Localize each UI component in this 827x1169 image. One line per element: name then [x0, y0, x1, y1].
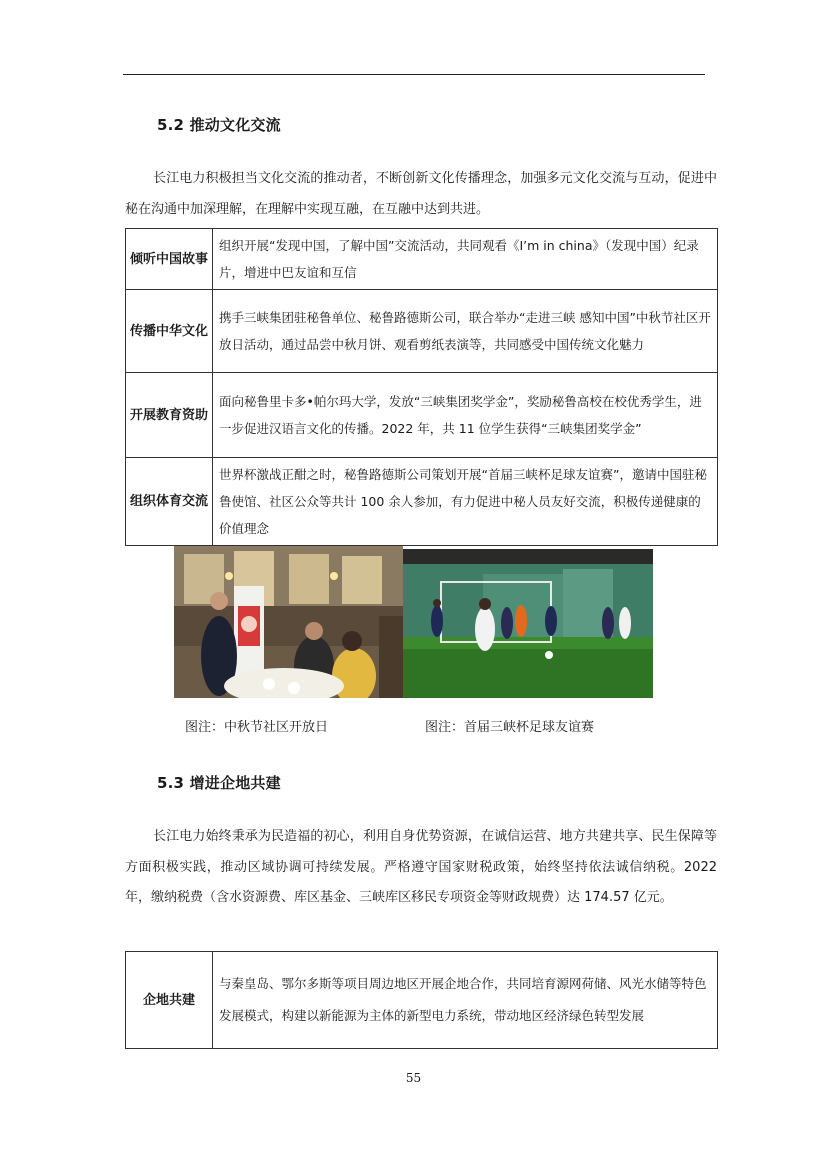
table-row	[126, 952, 718, 1049]
row-key: 传播中华文化	[126, 290, 213, 373]
row-text: 携手三峡集团驻秘鲁单位、秘鲁路德斯公司，联合举办“走进三峡 感知中国”中秋节社区开放日活动，通过品尝中秋月饼、观看剪纸表演等，共同感受中国传统文化魅力	[213, 290, 718, 373]
row-key: 开展教育资助	[126, 373, 213, 458]
table-row	[126, 458, 718, 546]
section-heading-5-2: 5.2 推动文化交流	[157, 116, 281, 134]
section-heading-5-3: 5.3 增进企地共建	[157, 774, 281, 792]
table-row	[126, 229, 718, 290]
table-row	[126, 373, 718, 458]
table-row	[126, 290, 718, 373]
section-5-3-paragraph: 长江电力始终秉承为民造福的初心，利用自身优势资源，在诚信运营、地方共建共享、民生保障等方面积极实践，推动区域协调可持续发展。严格遵守国家财税政策，始终坚持依法诚信纳税。2022 年，缴纳税费（含水资源费、库区基金、三峡库区移民专项资金等财政规费）达 174.57 亿元。	[125, 829, 717, 905]
section-5-2-paragraph: 长江电力积极担当文化交流的推动者，不断创新文化传播理念，加强多元文化交流与互动，促进中秘在沟通中加深理解，在理解中实现互融，在互融中达到共进。	[125, 171, 717, 217]
culture-exchange-table	[125, 228, 718, 546]
page-number: 55	[405, 1071, 422, 1085]
row-key: 倾听中国故事	[126, 229, 213, 290]
row-text: 组织开展“发现中国，了解中国”交流活动，共同观看《I’m in china》（发现中国）纪录片，增进中巴友谊和互信	[213, 229, 718, 290]
row-text: 与秦皇岛、鄂尔多斯等项目周边地区开展企地合作，共同培育源网荷储、风光水储等特色发展模式，构建以新能源为主体的新型电力系统，带动地区经济绿色转型发展	[213, 952, 718, 1049]
header-rule	[123, 74, 705, 75]
row-text: 面向秘鲁里卡多•帕尔玛大学，发放“三峡集团奖学金”，奖励秘鲁高校在校优秀学生，进一步促进汉语言文化的传播。2022 年，共 11 位学生获得“三峡集团奖学金”	[213, 373, 718, 458]
photo-caption-right: 图注：首届三峡杯足球友谊赛	[425, 720, 595, 735]
football-match-photo	[403, 549, 653, 698]
row-key: 企地共建	[126, 952, 213, 1049]
enterprise-local-table	[125, 951, 718, 1049]
mid-autumn-open-day-photo	[174, 546, 403, 698]
row-key: 组织体育交流	[126, 458, 213, 546]
row-text: 世界杯激战正酣之时，秘鲁路德斯公司策划开展“首届三峡杯足球友谊赛”，邀请中国驻秘鲁使馆、社区公众等共计 100 余人参加，有力促进中秘人员友好交流，积极传递健康的价值理念	[213, 458, 718, 546]
photo-caption-left: 图注：中秋节社区开放日	[185, 720, 329, 735]
